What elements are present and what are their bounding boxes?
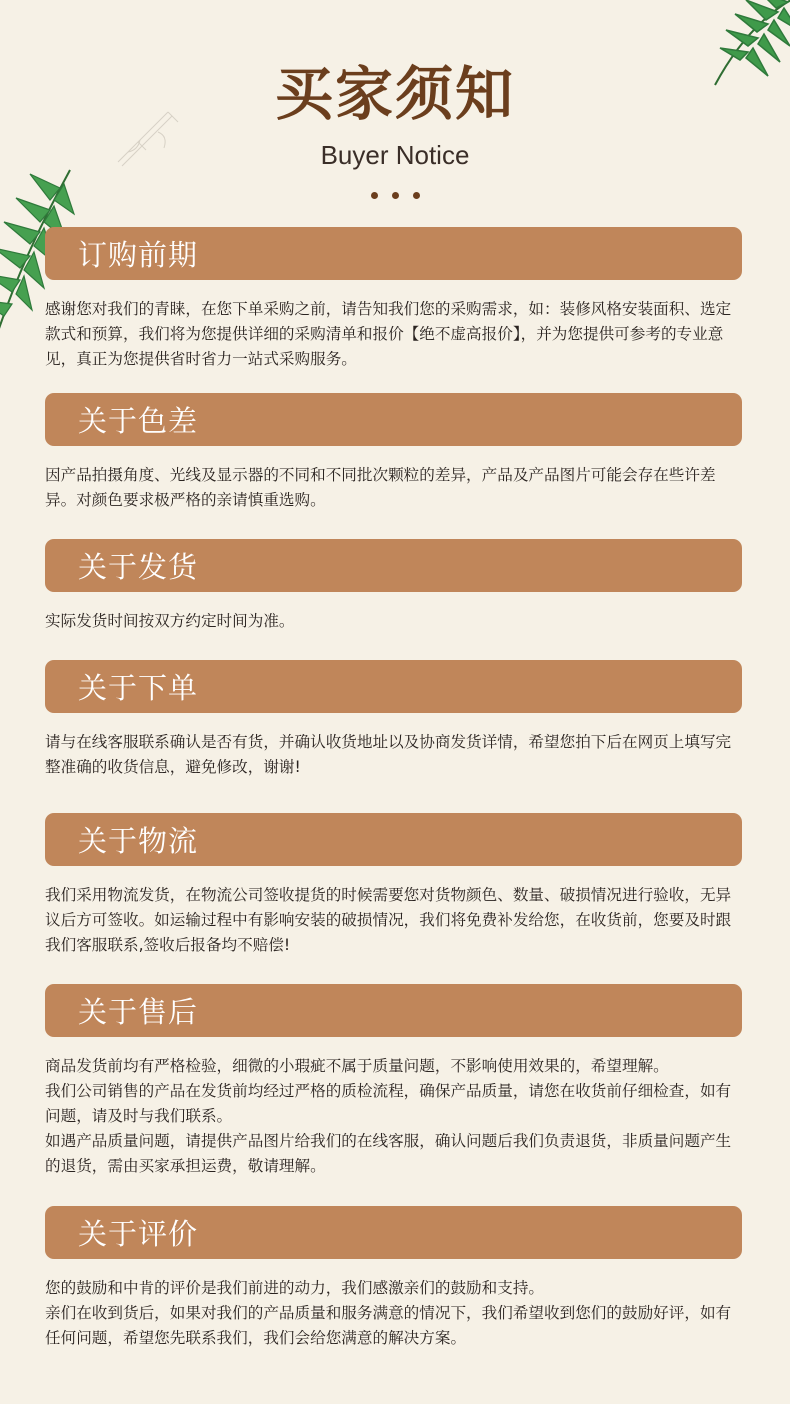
page-title: 买家须知 — [274, 60, 515, 128]
section-body — [45, 297, 742, 372]
section-header — [45, 393, 742, 446]
section-body — [45, 1054, 742, 1179]
section-body — [45, 463, 742, 513]
dot-icon — [371, 192, 378, 199]
section-paragraph: 实际发货时间按双方约定时间为准。 — [45, 612, 295, 630]
section-paragraph: 您的鼓励和中肯的评价是我们前进的动力，我们感激亲们的鼓励和支持。 — [45, 1279, 545, 1297]
section-logistics — [45, 813, 742, 958]
section-title: 关于下单 — [78, 671, 199, 705]
section-reviews — [45, 1206, 742, 1351]
section-title: 关于发货 — [78, 550, 199, 584]
divider-dots — [0, 192, 790, 199]
section-header — [45, 227, 742, 280]
section-paragraph: 如遇产品质量问题，请提供产品图片给我们的在线客服，确认问题后我们负责退货，非质量问题产生的退货，需由买家承担运费，敬请理解。 — [45, 1132, 732, 1175]
page-subtitle: Buyer Notice — [320, 140, 470, 170]
dot-icon — [413, 192, 420, 199]
section-header — [45, 660, 742, 713]
section-header — [45, 984, 742, 1037]
section-ordering-process — [45, 660, 742, 780]
section-shipping — [45, 539, 742, 634]
page-header — [0, 58, 790, 199]
section-paragraph: 感谢您对我们的青睐，在您下单采购之前，请告知我们您的采购需求，如：装修风格安装面积、选定款式和预算，我们将为您提供详细的采购清单和报价【绝不虚高报价】，并为您提供可参考的专业意见，真正为您提供省时省力一站式采购服务。 — [45, 300, 732, 368]
section-color-difference — [45, 393, 742, 513]
section-paragraph: 我们公司销售的产品在发货前均经过严格的质检流程，确保产品质量，请您在收货前仔细检查，如有问题，请及时与我们联系。 — [45, 1082, 732, 1125]
section-ordering — [45, 227, 742, 372]
section-title: 关于物流 — [78, 824, 199, 858]
section-header — [45, 539, 742, 592]
section-body — [45, 1276, 742, 1351]
section-title: 订购前期 — [78, 238, 199, 272]
section-title: 关于色差 — [78, 404, 199, 438]
section-paragraph: 请与在线客服联系确认是否有货，并确认收货地址以及协商发货详情，希望您拍下后在网页上填写完整准确的收货信息，避免修改，谢谢! — [45, 733, 732, 776]
section-header — [45, 813, 742, 866]
section-paragraph: 因产品拍摄角度、光线及显示器的不同和不同批次颗粒的差异，产品及产品图片可能会存在些许差异。对颜色要求极严格的亲请慎重选购。 — [45, 466, 716, 509]
section-after-sales — [45, 984, 742, 1179]
dot-icon — [392, 192, 399, 199]
section-paragraph: 商品发货前均有严格检验，细微的小瑕疵不属于质量问题，不影响使用效果的，希望理解。 — [45, 1057, 669, 1075]
section-body — [45, 883, 742, 958]
section-title: 关于售后 — [78, 995, 199, 1029]
section-body — [45, 609, 742, 634]
section-body — [45, 730, 742, 780]
section-header — [45, 1206, 742, 1259]
section-title: 关于评价 — [78, 1217, 199, 1251]
section-paragraph: 亲们在收到货后，如果对我们的产品质量和服务满意的情况下，我们希望收到您们的鼓励好评，如有任何问题，希望您先联系我们，我们会给您满意的解决方案。 — [45, 1304, 732, 1347]
section-paragraph: 我们采用物流发货，在物流公司签收提货的时候需要您对货物颜色、数量、破损情况进行验收，无异议后方可签收。如运输过程中有影响安装的破损情况，我们将免费补发给您，在收货前，您要及时跟我们客服联系,签收后报备均不赔偿! — [45, 886, 732, 954]
